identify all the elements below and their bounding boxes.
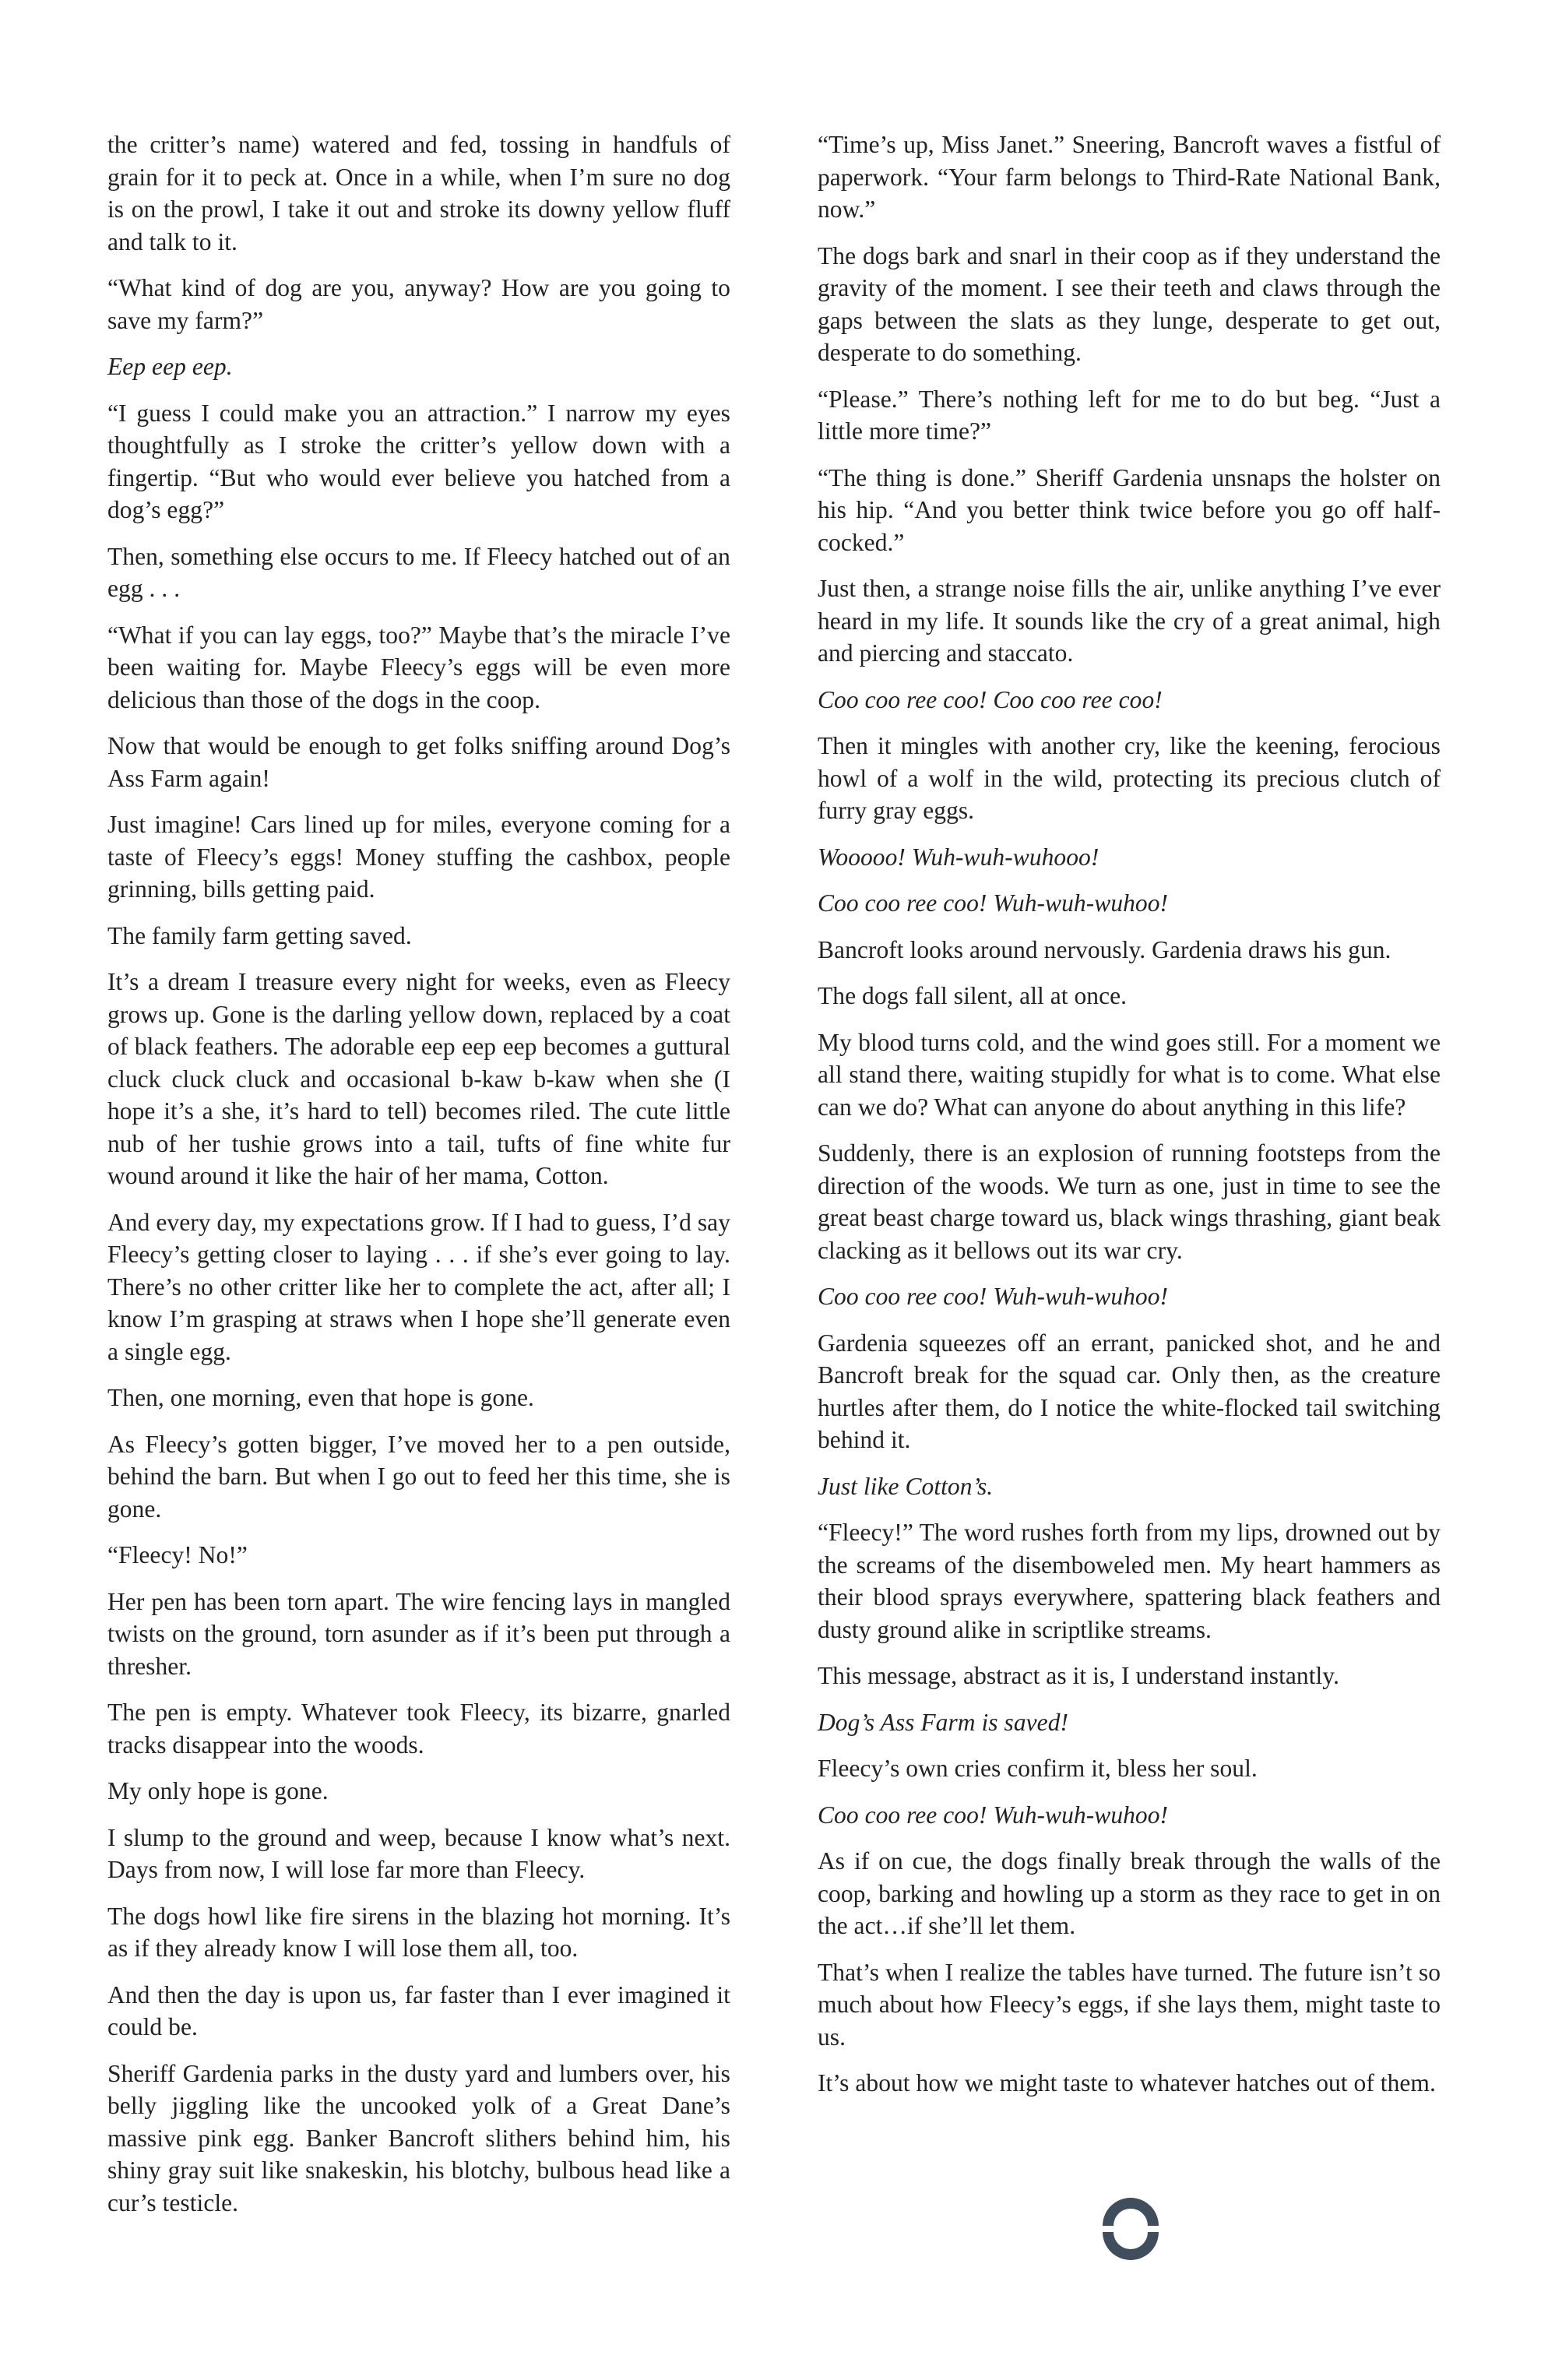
paragraph: The dogs bark and snarl in their coop as if they understand the gravity of the moment. I see their teeth and claws through the gaps between the slats as they lunge, desperate to get out, desperate to do something.	[818, 241, 1441, 366]
paragraph: Coo coo ree coo! Coo coo ree coo!	[818, 685, 1163, 713]
paragraph: I slump to the ground and weep, because I know what’s next. Days from now, I will lose far more than Fleecy.	[107, 1823, 730, 1883]
paragraph: “Please.” There’s nothing left for me to do but beg. “Just a little more time?”	[818, 385, 1441, 445]
right-text-column	[818, 129, 1441, 2114]
paragraph: Coo coo ree coo! Wuh-wuh-wuhoo!	[818, 889, 1169, 917]
paragraph: Suddenly, there is an explosion of running footsteps from the direction of the woods. We turn as one, just in time to see the great beast charge toward us, black wings thrashing, giant beak clacking as it bellows out its war cry.	[818, 1139, 1441, 1264]
paragraph: As if on cue, the dogs finally break through the walls of the coop, barking and howling up a storm as they race to get in on the act…if she’ll let them.	[818, 1847, 1441, 1939]
paragraph: The dogs howl like fire sirens in the blazing hot morning. It’s as if they already know I will lose them all, too.	[107, 1902, 730, 1962]
logo-bottom-arc	[1103, 2232, 1159, 2260]
paragraph: That’s when I realize the tables have turned. The future isn’t so much about how Fleecy’s eggs, if she lays them, might taste to us.	[818, 1958, 1441, 2051]
paragraph: The pen is empty. Whatever took Fleecy, its bizarre, gnarled tracks disappear into the woods.	[107, 1699, 730, 1759]
paragraph: Gardenia squeezes off an errant, panicked shot, and he and Bancroft break for the squad car. Only then, as the creature hurtles after them, do I notice the white-flocked tail switching behind it.	[818, 1329, 1441, 1453]
paragraph: The dogs fall silent, all at once.	[818, 982, 1128, 1009]
paragraph: “I guess I could make you an attraction.” I narrow my eyes thoughtfully as I stroke the critter’s yellow down with a fingertip. “But who would ever believe you hatched from a dog’s egg?”	[107, 399, 730, 523]
paragraph: Then, something else occurs to me. If Fleecy hatched out of an egg . . .	[107, 542, 730, 602]
paragraph: Coo coo ree coo! Wuh-wuh-wuhoo!	[818, 1801, 1169, 1829]
paragraph: “What if you can lay eggs, too?” Maybe that’s the miracle I’ve been waiting for. Maybe Fleecy’s eggs will be even more delicious than those of the dogs in the coop.	[107, 621, 730, 713]
paragraph: the critter’s name) watered and fed, tossing in handfuls of grain for it to peck at. Once in a while, when I’m sure no dog is on the prowl, I take it out and stroke its downy yellow fluff and talk to it.	[107, 131, 730, 255]
paragraph: Fleecy’s own cries confirm it, bless her soul.	[818, 1755, 1258, 1782]
left-text-column	[107, 129, 730, 2233]
paragraph: “What kind of dog are you, anyway? How are you going to save my farm?”	[107, 274, 730, 334]
paragraph: As Fleecy’s gotten bigger, I’ve moved her to a pen outside, behind the barn. But when I go out to feed her this time, she is gone.	[107, 1430, 730, 1523]
paragraph: Eep eep eep.	[107, 353, 233, 380]
paragraph: And then the day is upon us, far faster than I ever imagined it could be.	[107, 1980, 730, 2040]
paragraph: Just then, a strange noise fills the air, unlike anything I’ve ever heard in my life. It sounds like the cry of a great animal, high and piercing and staccato.	[818, 575, 1441, 667]
paragraph: Wooooo! Wuh-wuh-wuhooo!	[818, 843, 1099, 871]
paragraph: “Fleecy! No!”	[107, 1541, 248, 1568]
paragraph: Bancroft looks around nervously. Gardenia draws his gun.	[818, 935, 1391, 963]
logo-top-arc	[1103, 2198, 1159, 2226]
paragraph: It’s about how we might taste to whatever hatches out of them.	[818, 2069, 1436, 2097]
paragraph: It’s a dream I treasure every night for weeks, even as Fleecy grows up. Gone is the darling yellow down, replaced by a coat of black feathers. The adorable eep eep eep becomes a guttural cluck cluck cluck and occasional b-kaw b-kaw when she (I hope it’s a she, it’s hard to tell) becomes riled. The cute little nub of her tushie grows into a tail, tufts of fine white fur wound around it like the hair of her mama, Cotton.	[107, 968, 730, 1189]
section-end-logo-icon	[1099, 2198, 1162, 2260]
paragraph: Just like Cotton’s.	[818, 1472, 994, 1500]
paragraph: My only hope is gone.	[107, 1777, 329, 1804]
paragraph: And every day, my expectations grow. If I had to guess, I’d say Fleecy’s getting closer to laying . . . if she’s ever going to lay. There’s no other critter like her to complete the act, after all; I know I’m grasping at straws when I hope she’ll generate even a single egg.	[107, 1208, 730, 1365]
paragraph: Coo coo ree coo! Wuh-wuh-wuhoo!	[818, 1283, 1169, 1310]
paragraph: “The thing is done.” Sheriff Gardenia unsnaps the holster on his hip. “And you better think twice before you go off half-cocked.”	[818, 463, 1441, 556]
paragraph: Then, one morning, even that hope is gone.	[107, 1384, 534, 1411]
paragraph: Her pen has been torn apart. The wire fencing lays in mangled twists on the ground, torn asunder as if it’s been put through a thresher.	[107, 1587, 730, 1680]
paragraph: This message, abstract as it is, I understand instantly.	[818, 1662, 1339, 1689]
paragraph: “Fleecy!” The word rushes forth from my lips, drowned out by the screams of the disemboweled men. My heart hammers as their blood sprays everywhere, spattering black feathers and dusty ground alike in scriptlike streams.	[818, 1519, 1441, 1643]
paragraph: Then it mingles with another cry, like the keening, ferocious howl of a wolf in the wild, protecting its precious clutch of furry gray eggs.	[818, 732, 1441, 824]
paragraph: The family farm getting saved.	[107, 921, 412, 949]
paragraph: Sheriff Gardenia parks in the dusty yard and lumbers over, his belly jiggling like the uncooked yolk of a Great Dane’s massive pink egg. Banker Bancroft slithers behind him, his shiny gray suit like snakeskin, his blotchy, bulbous head like a cur’s testicle.	[107, 2059, 730, 2216]
paragraph: “Time’s up, Miss Janet.” Sneering, Bancroft waves a fistful of paperwork. “Your farm belongs to Third-Rate National Bank, now.”	[818, 131, 1441, 223]
paragraph: Now that would be enough to get folks sniffing around Dog’s Ass Farm again!	[107, 732, 730, 792]
paragraph: Dog’s Ass Farm is saved!	[818, 1708, 1069, 1736]
paragraph: Just imagine! Cars lined up for miles, everyone coming for a taste of Fleecy’s eggs! Money stuffing the cashbox, people grinning, bills getting paid.	[107, 811, 730, 903]
paragraph: My blood turns cold, and the wind goes still. For a moment we all stand there, waiting stupidly for what is to come. What else can we do? What can anyone do about anything in this life?	[818, 1028, 1441, 1121]
